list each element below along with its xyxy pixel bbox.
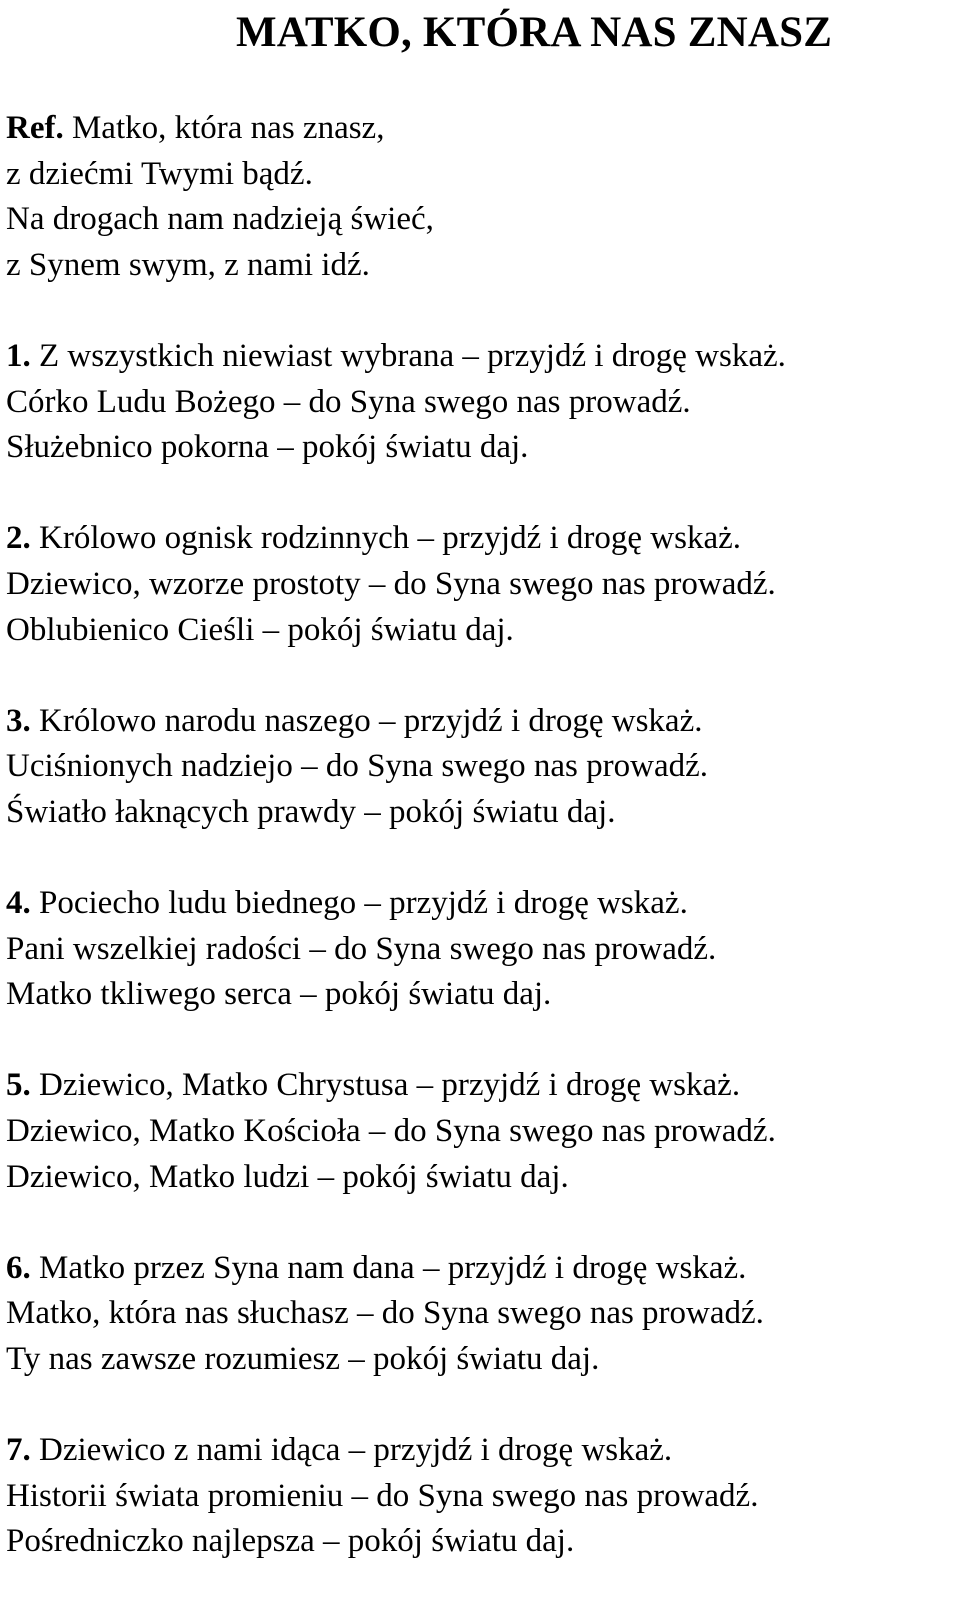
- verse-line-text: Królowo narodu naszego – przyjdź i drogę wskaż.: [39, 702, 703, 739]
- verse-line: [6, 516, 786, 562]
- verse-line-text: Królowo ognisk rodzinnych – przyjdź i drogę wskaż.: [39, 520, 742, 557]
- verse-line: Służebnico pokorna – pokój światu daj.: [6, 429, 529, 466]
- refrain-line: z dziećmi Twymi bądź.: [6, 155, 313, 192]
- verse-6: [6, 1246, 786, 1383]
- verse-line-text: Matko przez Syna nam dana – przyjdź i drogę wskaż.: [39, 1249, 747, 1286]
- verse-line: Matko, która nas słuchasz – do Syna swego nas prowadź.: [6, 1295, 764, 1332]
- verse-line: Światło łaknących prawdy – pokój światu daj.: [6, 793, 616, 830]
- verse-line: Dziewico, Matko Kościoła – do Syna swego nas prowadź.: [6, 1113, 776, 1150]
- verse-number: 4.: [6, 885, 31, 922]
- verse-number: 1.: [6, 337, 31, 374]
- verse-number: 2.: [6, 520, 31, 557]
- refrain-line-text: Matko, która nas znasz,: [71, 110, 385, 146]
- verse-line: Pani wszelkiej radości – do Syna swego nas prowadź.: [6, 930, 717, 967]
- refrain-label: Ref.: [6, 110, 64, 146]
- verse-line: [6, 699, 786, 745]
- refrain-line: [6, 106, 786, 152]
- song-title: MATKO, KTÓRA NAS ZNASZ: [236, 9, 833, 56]
- verse-line: Pośredniczko najlepsza – pokój światu daj.: [6, 1523, 575, 1560]
- verse-4: [6, 881, 786, 1018]
- verse-line: Uciśnionych nadziejo – do Syna swego nas prowadź.: [6, 748, 709, 785]
- verse-line: Córko Ludu Bożego – do Syna swego nas prowadź.: [6, 383, 691, 420]
- verse-line: [6, 334, 786, 380]
- verse-number: 5.: [6, 1067, 31, 1104]
- refrain: [6, 106, 786, 288]
- verse-1: [6, 334, 786, 471]
- verse-line: [6, 1246, 786, 1292]
- lyrics: [6, 106, 786, 1565]
- refrain-line: z Synem swym, z nami idź.: [6, 246, 370, 283]
- verse-3: [6, 699, 786, 836]
- verse-7: [6, 1428, 786, 1565]
- verse-line: [6, 1063, 786, 1109]
- refrain-line: Na drogach nam nadzieją świeć,: [6, 201, 434, 238]
- verse-number: 3.: [6, 702, 31, 739]
- verse-line-text: Dziewico z nami idąca – przyjdź i drogę wskaż.: [39, 1432, 673, 1469]
- verse-5: [6, 1063, 786, 1200]
- verse-line: Oblubienico Cieśli – pokój światu daj.: [6, 611, 514, 648]
- verse-line: Dziewico, Matko ludzi – pokój światu daj.: [6, 1158, 569, 1195]
- verse-line: [6, 881, 786, 927]
- verse-line: [6, 1428, 786, 1474]
- verse-line: Matko tkliwego serca – pokój światu daj.: [6, 976, 552, 1013]
- verse-line-text: Dziewico, Matko Chrystusa – przyjdź i drogę wskaż.: [39, 1067, 741, 1104]
- verse-2: [6, 516, 786, 653]
- verse-line: Ty nas zawsze rozumiesz – pokój światu daj.: [6, 1341, 600, 1378]
- verse-line-text: Z wszystkich niewiast wybrana – przyjdź i drogę wskaż.: [39, 337, 786, 374]
- verse-line: Dziewico, wzorze prostoty – do Syna swego nas prowadź.: [6, 565, 776, 602]
- verse-number: 7.: [6, 1432, 31, 1469]
- verse-line-text: Pociecho ludu biednego – przyjdź i drogę wskaż.: [39, 885, 688, 922]
- verse-line: Historii świata promieniu – do Syna swego nas prowadź.: [6, 1477, 759, 1514]
- verse-number: 6.: [6, 1249, 31, 1286]
